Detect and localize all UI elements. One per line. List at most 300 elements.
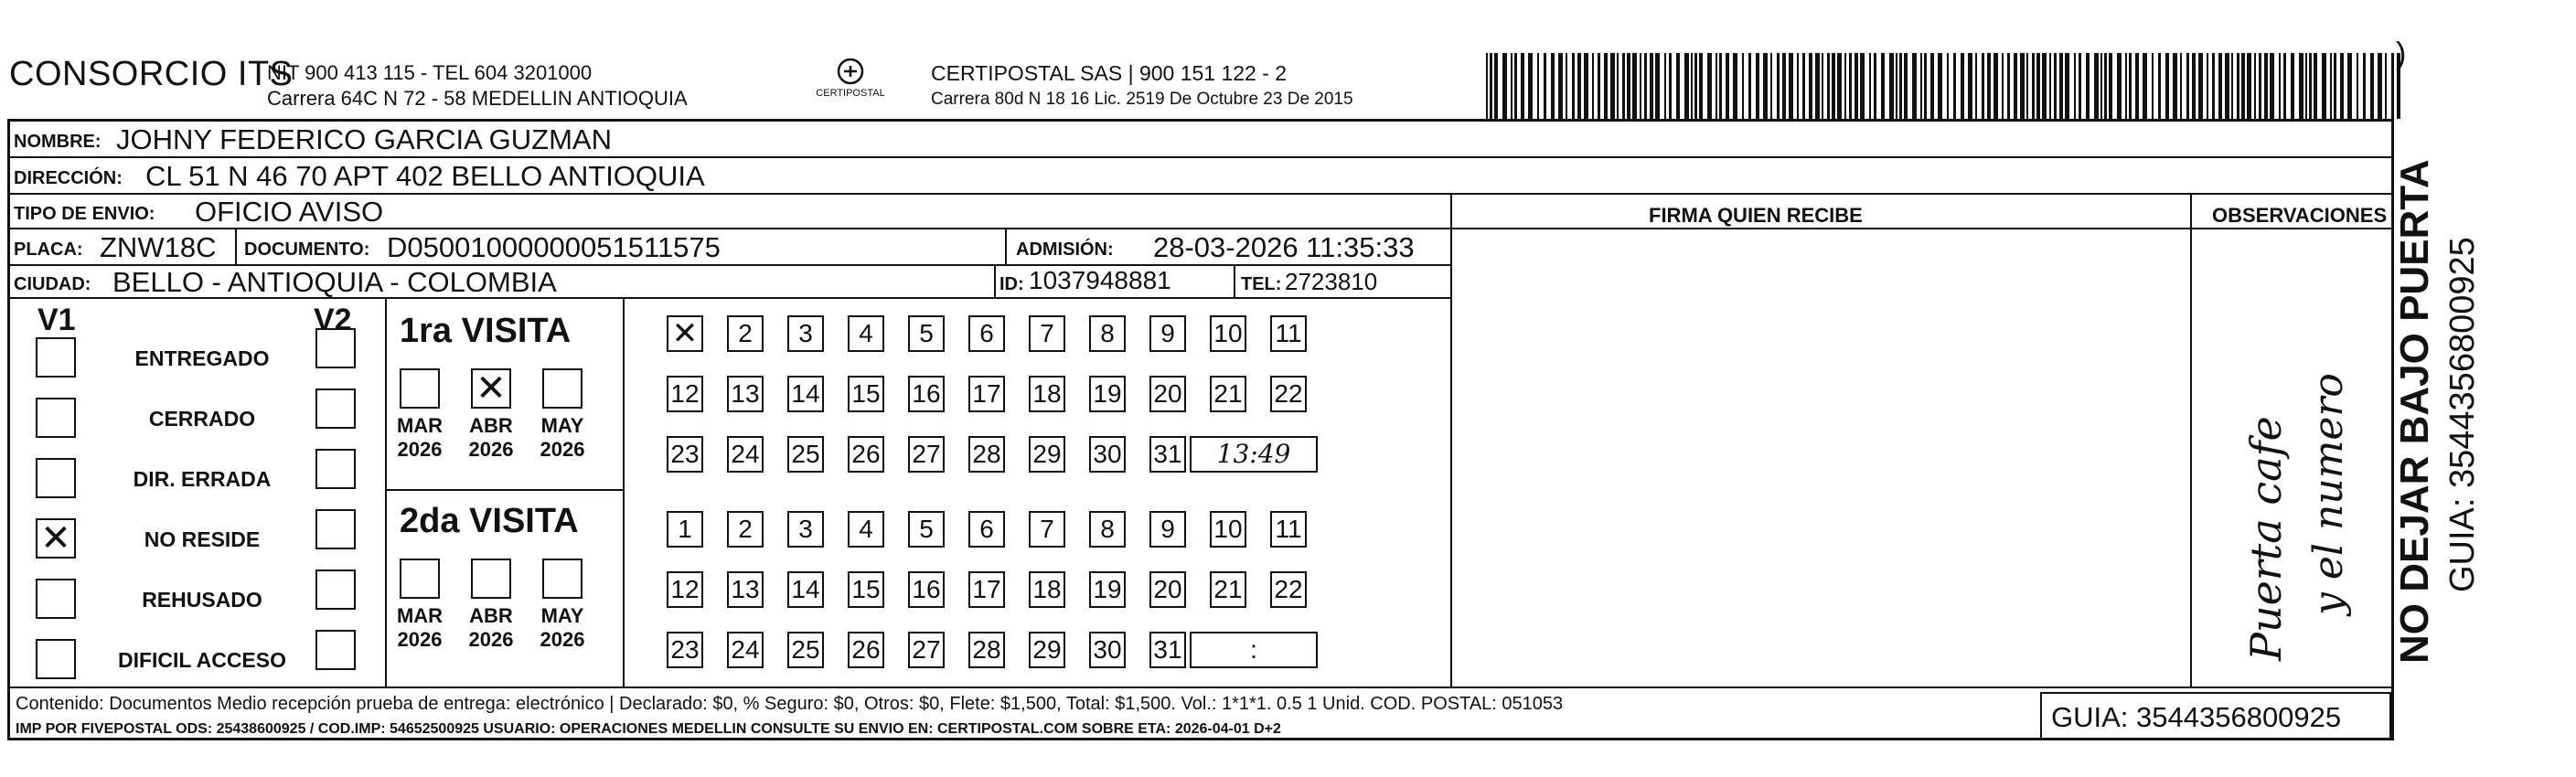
barcode-bar (2309, 53, 2312, 119)
divider (1234, 266, 1235, 299)
nombre-row (10, 122, 2391, 158)
handwritten-line-2: y el numero (2305, 373, 2352, 615)
day-box[interactable]: 25 (787, 632, 824, 668)
barcode-bar (2036, 53, 2040, 119)
barcode-bar (1869, 53, 1871, 119)
certipostal-address: Carrera 80d N 18 16 Lic. 2519 De Octubre 23 De 2015 (931, 90, 1353, 109)
barcode-bar (2173, 53, 2177, 119)
year-label: 2026 (397, 438, 443, 461)
barcode-bar (2059, 53, 2063, 119)
barcode-bar (2264, 53, 2268, 119)
barcode-bar (2100, 53, 2102, 119)
barcode-bar (1855, 53, 1858, 119)
barcode-bar (2391, 53, 2394, 119)
barcode-bar (2314, 53, 2317, 119)
barcode-bar (1544, 53, 1546, 119)
barcode-bar (2125, 53, 2127, 119)
barcode-bar (1627, 53, 1630, 119)
day-box[interactable]: 13 (727, 571, 764, 608)
barcode-bar (1716, 53, 1717, 119)
status-label: DIR. ERRADA (133, 467, 272, 491)
day-box[interactable]: 18 (1029, 571, 1065, 608)
barcode-bar (2334, 53, 2336, 119)
tipo-row (10, 195, 2391, 229)
day-box[interactable]: 2 (727, 511, 764, 548)
barcode-bar (1896, 53, 1897, 119)
status-label: CERRADO (148, 407, 256, 431)
v2-checkbox[interactable] (315, 449, 356, 489)
barcode-bar (1733, 53, 1737, 119)
nombre-label: NOMBRE: (14, 132, 102, 152)
barcode-bar (2254, 53, 2256, 119)
barcode-bar (2049, 53, 2051, 119)
barcode-bar (2347, 53, 2352, 119)
barcode-bar (2378, 53, 2382, 119)
barcode-bar (1837, 53, 1842, 119)
month-label: ABR (469, 604, 513, 627)
barcode-bar (1782, 53, 1786, 119)
status-label: NO RESIDE (144, 527, 261, 551)
barcode-bar (2370, 53, 2374, 119)
barcode-bar (2007, 53, 2010, 119)
day-box[interactable]: 1 (667, 511, 703, 548)
v2-checkbox[interactable] (315, 569, 356, 610)
day-box[interactable]: 9 (1149, 511, 1186, 548)
day-box[interactable]: 3 (787, 511, 824, 548)
placa-value: ZNW18C (100, 231, 217, 263)
documento-label: DOCUMENTO: (244, 239, 370, 260)
barcode-bar (2065, 53, 2069, 119)
v1-checkbox[interactable] (36, 398, 76, 438)
id-label: ID: (999, 274, 1024, 294)
month-label: MAY (540, 604, 584, 627)
barcode-bar (1827, 53, 1830, 119)
divider (235, 229, 237, 266)
barcode-bar (2135, 53, 2139, 119)
barcode-bar (1726, 53, 1729, 119)
barcode-bar (2363, 53, 2366, 119)
barcode-bar (1920, 53, 1922, 119)
status-label: DIFICIL ACCESO (117, 648, 286, 672)
barcode-bar (1514, 53, 1517, 119)
barcode-bar (1511, 53, 1512, 119)
day-box[interactable]: 21 (1210, 571, 1246, 608)
barcode-bar (1577, 53, 1581, 119)
barcode-bar (2117, 53, 2122, 119)
barcode-bar (2330, 53, 2332, 119)
barcode-bar (1664, 53, 1666, 119)
day-box[interactable]: 2 (727, 315, 764, 352)
barcode-bar (1938, 53, 1942, 119)
logo-text: CERTIPOSTAL (816, 88, 885, 99)
barcode-bar (1622, 53, 1625, 119)
day-box[interactable]: 30 (1089, 632, 1126, 668)
day-box[interactable]: 3 (787, 315, 824, 352)
barcode-bar (1699, 53, 1703, 119)
day-box[interactable]: 10 (1210, 315, 1246, 352)
barcode-bar (1953, 53, 1956, 119)
day-box[interactable]: 6 (968, 511, 1005, 548)
day-box[interactable]: 14 (787, 376, 824, 412)
day-box[interactable]: 5 (908, 315, 945, 352)
barcode-bar (2094, 53, 2099, 119)
barcode-bar (2074, 53, 2076, 119)
barcode-bar (2020, 53, 2025, 119)
barcode-bar (2283, 53, 2286, 119)
barcode-bar (2042, 53, 2047, 119)
v1-checkbox[interactable] (36, 639, 76, 679)
day-box[interactable]: 16 (908, 376, 945, 412)
barcode-bar (1912, 53, 1917, 119)
barcode-bar (1947, 53, 1949, 119)
v1-checkbox[interactable] (36, 337, 76, 378)
day-box[interactable]: 24 (727, 632, 764, 668)
tel-value: 2723810 (1285, 268, 1378, 295)
year-label: 2026 (540, 628, 585, 651)
tipo-label: TIPO DE ENVIO: (14, 204, 155, 224)
day-box[interactable]: 12 (667, 571, 703, 608)
day-box[interactable]: 31 (1149, 632, 1186, 668)
day-box[interactable]: 7 (1029, 511, 1065, 548)
barcode-bar (1924, 53, 1927, 119)
documento-value: D05001000000051511575 (387, 231, 721, 263)
barcode-bar (2241, 53, 2245, 119)
barcode-bar (1521, 53, 1524, 119)
v2-checkbox[interactable] (315, 388, 356, 429)
footer-divider (10, 687, 2391, 688)
barcode-bar (2109, 53, 2112, 119)
barcode-bar (1789, 53, 1793, 119)
barcode-bar (2322, 53, 2326, 119)
v2-checkbox[interactable] (315, 509, 356, 549)
barcode-bar (1742, 53, 1744, 119)
day-box[interactable]: 26 (848, 436, 884, 473)
v2-checkbox[interactable] (315, 630, 356, 670)
day-box[interactable]: 22 (1270, 376, 1307, 412)
barcode-bar (1719, 53, 1722, 119)
barcode-bar (2192, 53, 2196, 119)
barcode-bar (1691, 53, 1693, 119)
barcode-bar (1610, 53, 1615, 119)
guia-box-text: GUIA: 3544356800925 (2051, 701, 2342, 733)
barcode-bar (1770, 53, 1772, 119)
day-box[interactable]: 28 (968, 436, 1005, 473)
barcode-bar (1604, 53, 1608, 119)
month-label: MAR (396, 604, 444, 627)
barcode-bar (1849, 53, 1852, 119)
placa-label: PLACA: (14, 239, 83, 260)
barcode-bar (2305, 53, 2307, 119)
barcode-bar (2186, 53, 2189, 119)
day-box[interactable]: 27 (908, 632, 945, 668)
barcode-bar (1930, 53, 1934, 119)
day-box[interactable]: 19 (1089, 571, 1126, 608)
v1-checkbox[interactable] (36, 579, 76, 619)
divider (994, 266, 996, 299)
barcode-bar (1632, 53, 1637, 119)
barcode-bar (2218, 53, 2222, 119)
barcode-bar (1650, 53, 1653, 119)
second-visit-title: 2da VISITA (400, 502, 579, 540)
barcode-bar (2180, 53, 2182, 119)
guia-box (2040, 692, 2391, 740)
day-box[interactable]: 27 (908, 436, 945, 473)
month-label: ABR (469, 414, 513, 437)
day-box[interactable]: 18 (1029, 376, 1065, 412)
barcode-bar (1584, 53, 1588, 119)
observaciones-header: OBSERVACIONES (2212, 204, 2388, 227)
barcode-bar (2129, 53, 2132, 119)
placa-row (10, 229, 1450, 266)
tel-label: TEL: (1241, 274, 1282, 294)
barcode-bar (2079, 53, 2081, 119)
barcode-bar (1676, 53, 1680, 119)
day-box[interactable]: 25 (787, 436, 824, 473)
time-box[interactable]: : (1190, 632, 1318, 668)
day-box[interactable]: 21 (1210, 376, 1246, 412)
barcode-bar (1669, 53, 1672, 119)
direccion-label: DIRECCIÓN: (14, 168, 123, 188)
barcode-bar (1640, 53, 1641, 119)
day-box[interactable]: 22 (1270, 571, 1307, 608)
day-box[interactable]: 13 (727, 376, 764, 412)
day-box[interactable]: 24 (727, 436, 764, 473)
month-checkbox[interactable] (542, 368, 583, 409)
divider (623, 299, 625, 687)
year-label: 2026 (540, 438, 585, 461)
day-box[interactable]: 19 (1089, 376, 1126, 412)
day-box[interactable]: 31 (1149, 436, 1186, 473)
barcode-bar (2032, 53, 2035, 119)
barcode-bar (2212, 53, 2215, 119)
day-box[interactable]: 4 (848, 511, 884, 548)
admision-label: ADMISIÓN: (1016, 239, 1114, 260)
barcode-bar (1707, 53, 1712, 119)
side-guia: GUIA: 3544356800925 (2443, 237, 2482, 592)
barcode-bar (2002, 53, 2004, 119)
certipostal-logo (814, 53, 887, 108)
day-box[interactable]: 23 (667, 632, 703, 668)
barcode-bar (1756, 53, 1759, 119)
nombre-value: JOHNY FEDERICO GARCIA GUZMAN (116, 123, 612, 155)
handwritten-line-1: Puerta cafe (2241, 416, 2291, 661)
year-label: 2026 (468, 628, 514, 651)
ciudad-label: CIUDAD: (14, 274, 91, 294)
tipo-value: OFICIO AVISO (195, 196, 384, 228)
day-box[interactable]: 7 (1029, 315, 1065, 352)
barcode-bar (1975, 53, 1977, 119)
day-box[interactable]: 20 (1149, 376, 1186, 412)
observaciones-divider (2190, 195, 2192, 687)
check-mark-icon: ✕ (40, 517, 71, 559)
company-nit: NIT 900 413 115 - TEL 604 3201000 (267, 61, 593, 84)
barcode-bar (1987, 53, 1991, 119)
time-box[interactable]: 13:49 (1190, 436, 1318, 473)
barcode-bar (2259, 53, 2261, 119)
month-label: MAY (540, 414, 584, 437)
v2-checkbox[interactable] (315, 328, 356, 368)
month-label: MAR (396, 414, 444, 437)
company-name: CONSORCIO ITS (9, 55, 294, 93)
day-box[interactable]: 15 (848, 571, 884, 608)
month-checkbox[interactable] (400, 559, 440, 599)
barcode-bar (1809, 53, 1812, 119)
barcode-bar (2207, 53, 2208, 119)
corner-mark: ) (2396, 37, 2407, 71)
day-box[interactable]: 8 (1089, 511, 1126, 548)
barcode-bar (1904, 53, 1908, 119)
delivery-form (7, 119, 2394, 740)
barcode-bar (1889, 53, 1894, 119)
barcode-bar (2198, 53, 2203, 119)
v1-label: V1 (37, 303, 76, 337)
barcode-bar (1494, 53, 1498, 119)
day-box-checked[interactable]: ✕ (667, 315, 703, 352)
day-box[interactable]: 17 (968, 376, 1005, 412)
day-box[interactable]: 11 (1270, 511, 1307, 548)
barcode-bar (1655, 53, 1660, 119)
barcode-bar (2152, 53, 2154, 119)
v1-checkbox[interactable] (36, 518, 76, 559)
barcode-bar (1993, 53, 1998, 119)
direccion-row (10, 158, 2391, 195)
barcode-bar (1490, 53, 1492, 119)
barcode-bar (1551, 53, 1555, 119)
month-checkbox[interactable] (542, 559, 583, 599)
firma-divider (1450, 195, 1452, 687)
month-checkbox[interactable] (471, 559, 511, 599)
day-box[interactable]: 12 (667, 376, 703, 412)
barcode-bar (1881, 53, 1885, 119)
no-dejar-bajo-puerta: NO DEJAR BAJO PUERTA (2392, 159, 2437, 664)
barcode-bar (1822, 53, 1823, 119)
barcode-bar (1815, 53, 1820, 119)
barcode-bar (2340, 53, 2344, 119)
barcode-bar (2014, 53, 2017, 119)
barcode-bar (2237, 53, 2239, 119)
barcode-bar (2054, 53, 2057, 119)
certipostal-line: CERTIPOSTAL SAS | 900 151 122 - 2 (931, 61, 1288, 85)
first-visit-title: 1ra VISITA (400, 312, 572, 350)
footer-imp: IMP POR FIVEPOSTAL ODS: 25438600925 / COD.IMP: 54652500925 USUARIO: OPERACIONES MEDELLIN CONSULTE SU ENVIO EN: CERTIPOSTAL.COM SOBRE ETA: 2026-04-01 D+2 (16, 721, 1281, 737)
barcode-bar (1617, 53, 1619, 119)
firma-header: FIRMA QUIEN RECIBE (1649, 204, 1863, 227)
barcode-bar (2357, 53, 2358, 119)
visit-divider (385, 489, 623, 491)
barcode-bar (1797, 53, 1799, 119)
barcode-bar (2026, 53, 2028, 119)
barcode-bar (1592, 53, 1594, 119)
year-label: 2026 (468, 438, 514, 461)
barcode-bar (1537, 53, 1539, 119)
day-box[interactable]: 17 (968, 571, 1005, 608)
day-box[interactable]: 9 (1149, 315, 1186, 352)
barcode-bar (1982, 53, 1984, 119)
check-mark-icon: ✕ (476, 367, 507, 410)
barcode-bar (2385, 53, 2387, 119)
day-box[interactable]: 20 (1149, 571, 1186, 608)
barcode-bar (2270, 53, 2274, 119)
barcode-bar (2247, 53, 2251, 119)
barcode-bar (2231, 53, 2233, 119)
barcode-bar (1558, 53, 1563, 119)
barcode-bar (1748, 53, 1751, 119)
admision-value: 28-03-2026 11:35:33 (1153, 231, 1415, 263)
barcode-bar (1874, 53, 1876, 119)
v2-label: V2 (314, 303, 352, 337)
barcode-bar (2299, 53, 2303, 119)
day-box[interactable]: 14 (787, 571, 824, 608)
barcode-bar (1968, 53, 1972, 119)
day-box[interactable]: 16 (908, 571, 945, 608)
day-box[interactable]: 29 (1029, 632, 1065, 668)
day-box[interactable]: 23 (667, 436, 703, 473)
barcode-bar (1598, 53, 1600, 119)
status-label: ENTREGADO (134, 346, 270, 370)
day-box[interactable]: 4 (848, 315, 884, 352)
barcode-bar (1528, 53, 1533, 119)
barcode-bar (1572, 53, 1575, 119)
barcode-bar (1566, 53, 1567, 119)
handwritten-observations (2205, 323, 2388, 670)
company-address: Carrera 64C N 72 - 58 MEDELLIN ANTIOQUIA (267, 87, 688, 110)
barcode-bar (2165, 53, 2169, 119)
day-box[interactable]: 11 (1270, 315, 1307, 352)
month-checkbox[interactable] (471, 368, 511, 409)
day-box[interactable]: 5 (908, 511, 945, 548)
barcode-bar (1684, 53, 1689, 119)
day-box[interactable]: 6 (968, 315, 1005, 352)
year-label: 2026 (397, 628, 443, 651)
ciudad-value: BELLO - ANTIOQUIA - COLOMBIA (112, 266, 557, 298)
barcode-bar (1644, 53, 1647, 119)
barcode-bar (1844, 53, 1846, 119)
barcode-bar (2104, 53, 2107, 119)
barcode-bar (1802, 53, 1805, 119)
footer-contenido: Contenido: Documentos Medio recepción prueba de entrega: electrónico | Declarado: $0, % Seguro: $0, Otros: $0, Flete: $1,500, Total: $1,500. Vol.: 1*1*1. 0.5 1 Unid. COD. POSTAL: 051053 (16, 694, 1564, 714)
barcode-bar (2086, 53, 2090, 119)
barcode-bar (1763, 53, 1768, 119)
day-box[interactable]: 30 (1089, 436, 1126, 473)
day-box[interactable]: 29 (1029, 436, 1065, 473)
barcode (1486, 53, 2400, 119)
day-box[interactable]: 10 (1210, 511, 1246, 548)
day-box[interactable]: 8 (1089, 315, 1126, 352)
v1-checkbox[interactable] (36, 458, 76, 498)
status-label: REHUSADO (142, 588, 262, 612)
day-box[interactable]: 26 (848, 632, 884, 668)
divider (1005, 229, 1007, 266)
barcode-bar (1860, 53, 1865, 119)
divider (385, 299, 387, 687)
barcode-bar (2225, 53, 2229, 119)
id-value: 1037948881 (1029, 266, 1171, 294)
barcode-bar (1777, 53, 1780, 119)
barcode-bar (1694, 53, 1697, 119)
barcode-bar (2158, 53, 2161, 119)
barcode-bar (1961, 53, 1964, 119)
barcode-bar (1832, 53, 1835, 119)
day-box[interactable]: 28 (968, 632, 1005, 668)
barcode-bar (1502, 53, 1507, 119)
barcode-bar (1486, 53, 1488, 119)
day-box[interactable]: 15 (848, 376, 884, 412)
direccion-value: CL 51 N 46 70 APT 402 BELLO ANTIOQUIA (145, 160, 705, 192)
barcode-bar (1899, 53, 1902, 119)
month-checkbox[interactable] (400, 368, 440, 409)
barcode-bar (2143, 53, 2147, 119)
barcode-bar (2279, 53, 2281, 119)
